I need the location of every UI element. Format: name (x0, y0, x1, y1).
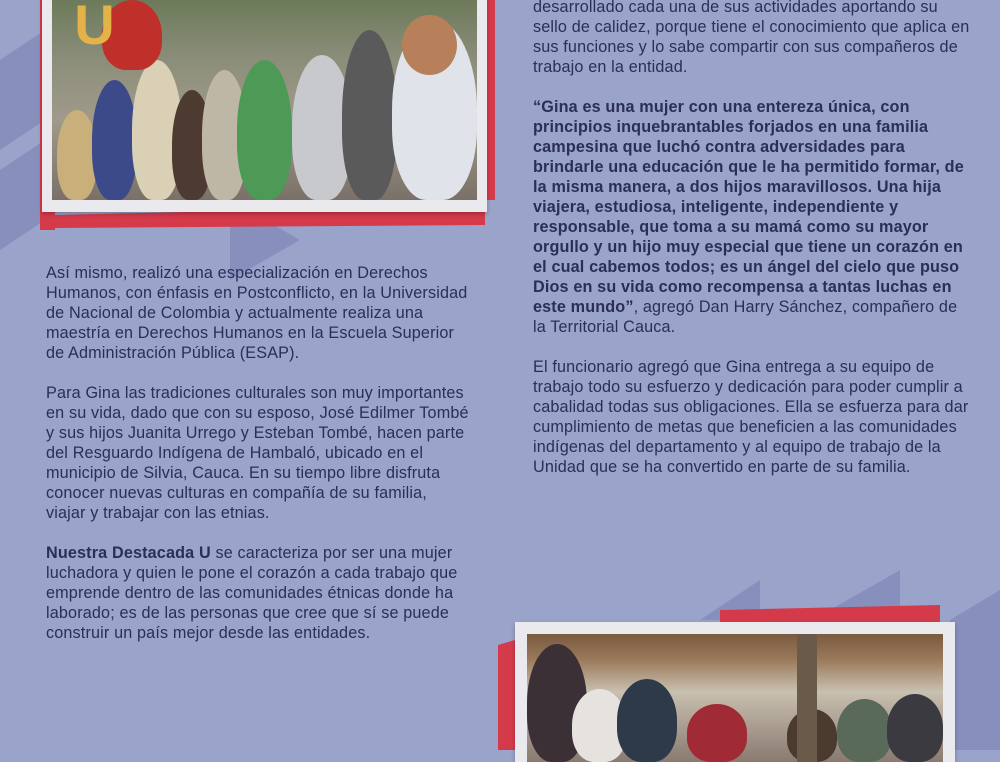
left-para-3-text: se caracteriza por ser una mujer luchadora y quien le pone el corazón a cada trabajo que emprende dentro de las comunidades étnicas donde ha laborado; es de las personas que cree que sí se puede construir un país mejor desde las entidades. (46, 544, 458, 642)
left-para-3 (46, 543, 471, 643)
left-column-text (46, 263, 471, 663)
quote-text: “Gina es una mujer con una entereza única, con principios inquebrantables forjados en una familia campesina que luchó contra adversidades para brindarle una educación que le ha permitido formar, de la misma manera, a dos hijos maravillosos. Una hija viajera, estudiosa, inteligente, independiente y responsable, que toma a su mamá como su mayor orgullo y un hijo muy especial que tiene un corazón en el cual cabemos todos; es un ángel del cielo que puso Dios en su vida como recompensa a tantas luchas en este mundo” (533, 98, 964, 316)
bottom-photo-frame (515, 622, 955, 762)
quote-attribution: , agregó Dan Harry Sánchez, compañero de la Territorial Cauca. (533, 298, 958, 336)
left-para-1: Así mismo, realizó una especialización en Derechos Humanos, con énfasis en Postconflicto, en la Universidad de Nacional de Colombia y actualmente realiza una maestría en Derechos Humanos en la Escuela Superior de Administración Pública (ESAP). (46, 264, 468, 362)
top-photo-frame (42, 0, 487, 212)
left-para-2: Para Gina las tradiciones culturales son muy importantes en su vida, dado que con su esposo, José Edilmer Tombé y sus hijos Juanita Urrego y Esteban Tombé, hacen parte del Resguardo Indígena de Hambaló, ubicado en el municipio de Silvia, Cauca. En su tiempo libre disfruta conocer nuevas culturas en compañía de su familia, viajar y trabajar con las etnias. (46, 384, 469, 522)
logo-u-icon: U (74, 0, 115, 56)
right-column-text (533, 0, 973, 497)
right-para-1: desarrollado cada una de sus actividades aportando su sello de calidez, porque tiene el conocimiento que aplica en sus funciones y lo sabe compartir con sus compañeros de trabajo en la entidad. (533, 0, 970, 76)
highlight-title: Nuestra Destacada U (46, 544, 211, 562)
right-para-3: El funcionario agregó que Gina entrega a su equipo de trabajo todo su esfuerzo y dedicación para poder cumplir a cabalidad todas sus obligaciones. Ella se esfuerza para dar cumplimiento de metas que beneficien a las comunidades indígenas del departamento y al equipo de trabajo de la Unidad que se ha convertido en parte de su familia. (533, 358, 969, 476)
meeting-photo (527, 634, 943, 762)
quote-paragraph (533, 97, 973, 337)
